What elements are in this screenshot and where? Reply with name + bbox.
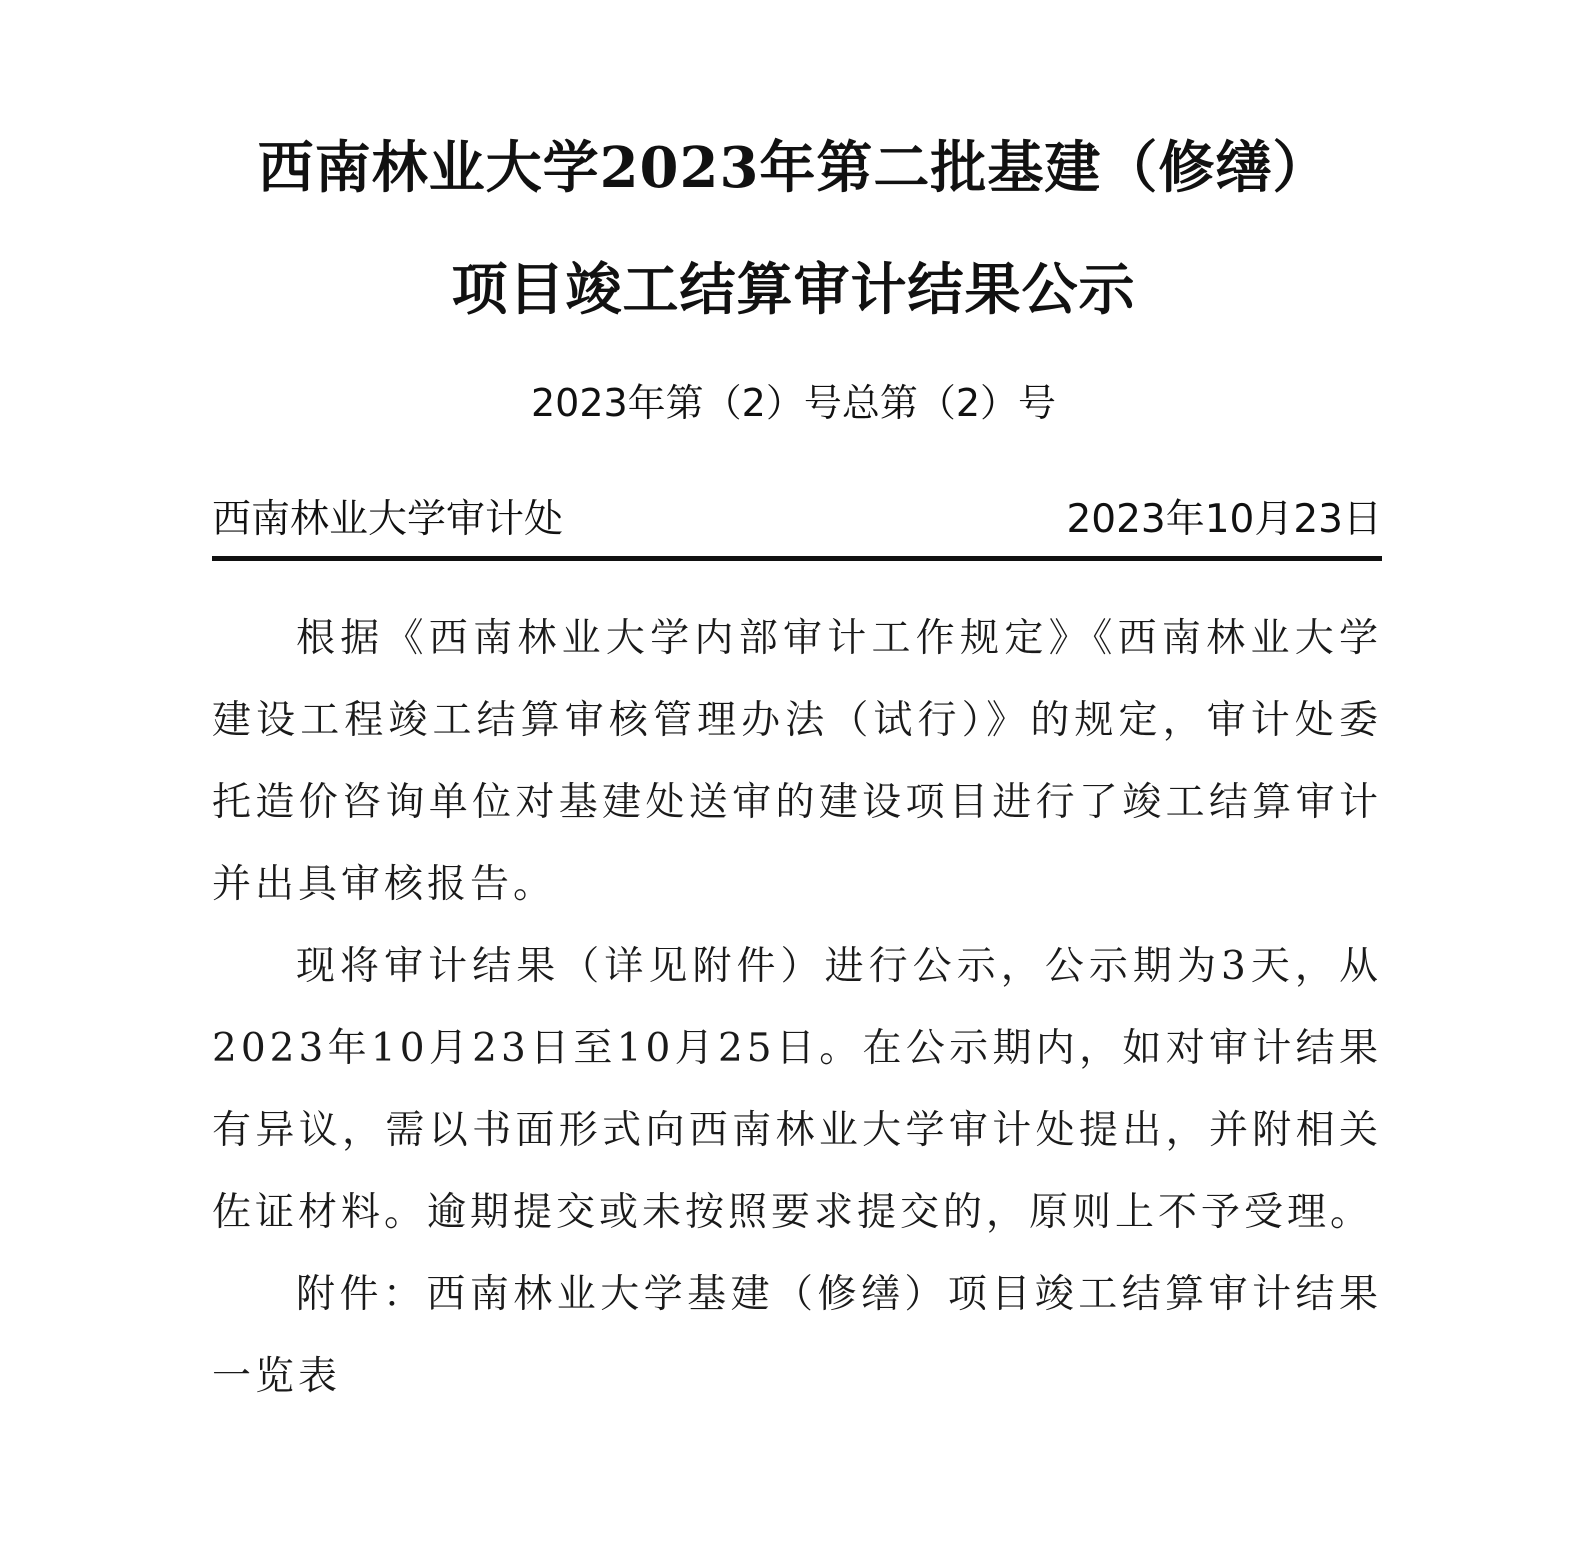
issue-date: 2023年10月23日: [1066, 497, 1382, 542]
paragraph-attachment: 附件：西南林业大学基建（修缮）项目竣工结算审计结果一览表: [212, 1272, 1382, 1399]
paragraph-basis: 根据《西南林业大学内部审计工作规定》《西南林业大学建设工程竣工结算审核管理办法（试行）》的规定，审计处委托造价咨询单位对基建处送审的建设项目进行了竣工结算审计并出具审核报告。: [212, 616, 1382, 907]
paragraph-publicity: 现将审计结果（详见附件）进行公示，公示期为3天，从2023年10月23日至10月25日。在公示期内，如对审计结果有异议，需以书面形式向西南林业大学审计处提出，并附相关佐证材料。逾期提交或未按照要求提交的，原则上不予受理。: [212, 944, 1382, 1235]
header-divider: [212, 556, 1382, 561]
issuer-date-row: [212, 492, 1382, 548]
document-body: [212, 598, 1382, 1418]
issuer-name: 西南林业大学审计处: [212, 497, 564, 542]
document-title-line-2: 项目竣工结算审计结果公示: [451, 257, 1136, 323]
document-number: 2023年第（2）号总第（2）号: [530, 381, 1057, 425]
document-title-line-1: 西南林业大学2023年第二批基建（修缮）: [257, 135, 1330, 201]
